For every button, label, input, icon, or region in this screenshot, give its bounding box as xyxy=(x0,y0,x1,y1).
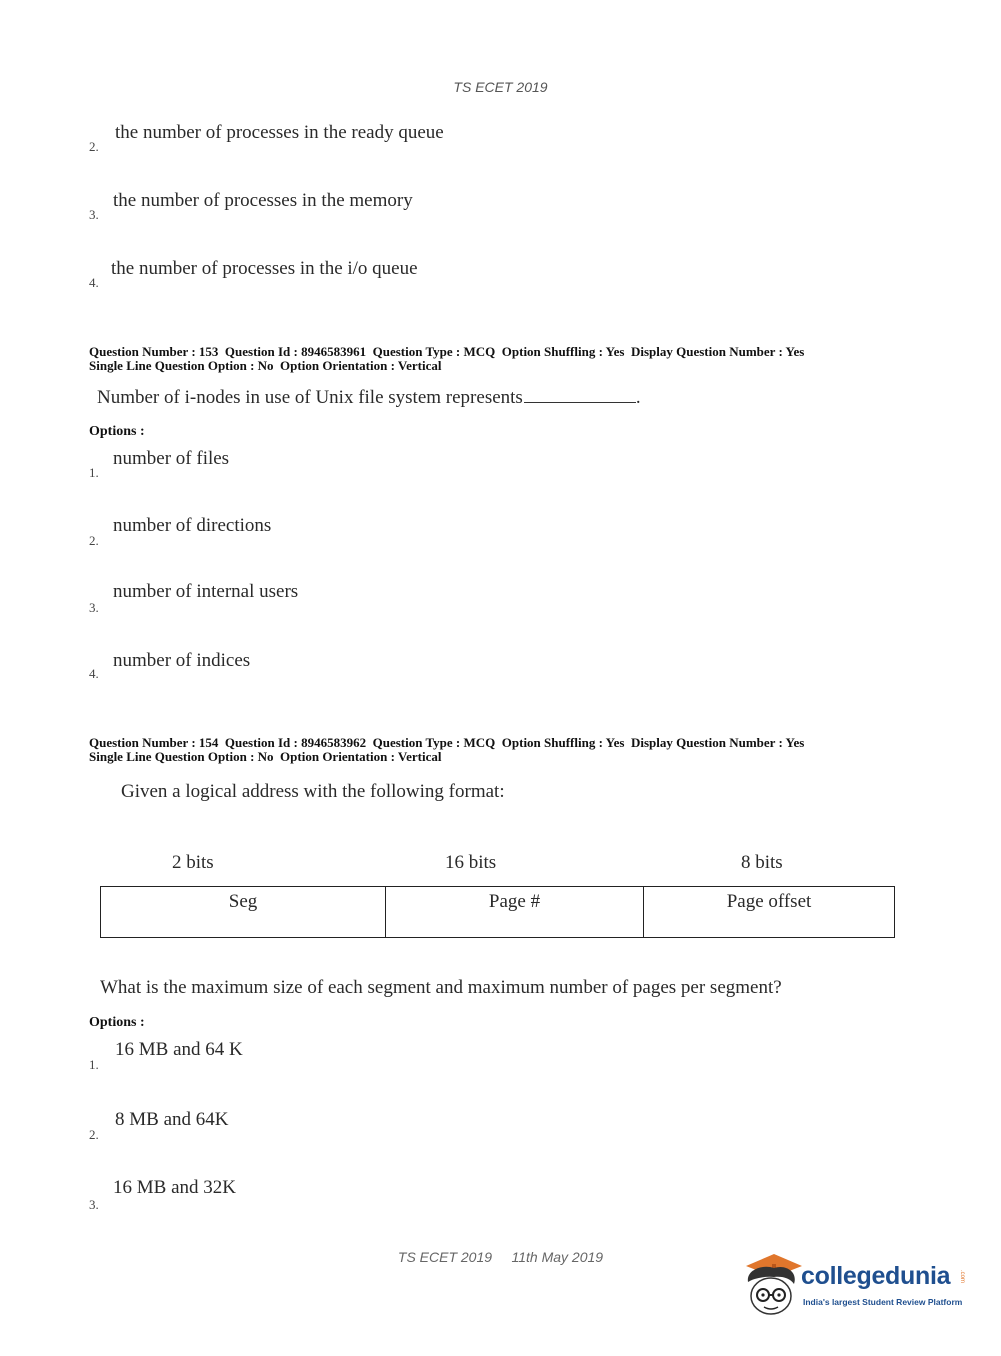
q153-option-1-text: number of files xyxy=(113,448,230,469)
q153-option-4-number: 4. xyxy=(89,666,99,681)
page-header-title: TS ECET 2019 xyxy=(453,79,548,95)
q153-answer-blank xyxy=(524,388,636,403)
q154-meta-line-2: Single Line Question Option : No Option Orientation : Vertical xyxy=(89,749,442,764)
footer-date: 11th May 2019 xyxy=(511,1249,604,1265)
prev-option-3-number: 3. xyxy=(89,207,99,222)
q154-option-3-number: 3. xyxy=(89,1197,99,1212)
q154-question: What is the maximum size of each segment and maximum number of pages per segment? xyxy=(100,977,782,998)
footer-exam: TS ECET 2019 xyxy=(397,1249,493,1265)
q153-option-4-text: number of indices xyxy=(113,650,251,671)
q153-option-1-number: 1. xyxy=(89,465,99,480)
seg-bits-label: 2 bits xyxy=(172,852,214,873)
q153-meta-line-2: Single Line Question Option : No Option Orientation : Vertical xyxy=(89,358,442,373)
logical-address-format-table xyxy=(100,886,895,938)
q154-option-2-number: 2. xyxy=(89,1127,99,1142)
q153-meta-line-1: Question Number : 153 Question Id : 8946583961 Question Type : MCQ Option Shuffling : Yes Display Question Number : Yes xyxy=(89,344,805,359)
q153-stem-text: Number of i-nodes in use of Unix file system represents xyxy=(97,387,523,408)
q153-stem xyxy=(97,387,641,409)
prev-option-4-text: the number of processes in the i/o queue xyxy=(111,258,418,279)
q154-meta-line-1: Question Number : 154 Question Id : 8946583962 Question Type : MCQ Option Shuffling : Yes Display Question Number : Yes xyxy=(89,735,805,750)
seg-field: Seg xyxy=(228,891,258,912)
q153-stem-end: . xyxy=(635,387,641,408)
logo-tagline: India's largest Student Review Platform xyxy=(803,1297,963,1307)
offset-bits-label: 8 bits xyxy=(741,852,783,873)
q154-stem: Given a logical address with the following format: xyxy=(121,781,505,802)
prev-option-3-text: the number of processes in the memory xyxy=(113,190,413,211)
page-number-field: Page # xyxy=(385,887,643,937)
logo-dotcom: .com xyxy=(959,1270,965,1284)
q154-option-2-text: 8 MB and 64K xyxy=(115,1109,229,1130)
page-bits-label: 16 bits xyxy=(445,852,497,873)
q154-option-1-number: 1. xyxy=(89,1057,99,1072)
q154-option-1-text: 16 MB and 64 K xyxy=(115,1039,243,1060)
logo-wordmark: collegedunia xyxy=(801,1262,951,1290)
q153-option-2-number: 2. xyxy=(89,533,99,548)
q153-option-3-number: 3. xyxy=(89,600,99,615)
collegedunia-logo[interactable] xyxy=(742,1250,972,1320)
q153-option-3-text: number of internal users xyxy=(113,581,299,602)
prev-option-4-number: 4. xyxy=(89,275,99,290)
prev-option-2-number: 2. xyxy=(89,139,99,154)
prev-option-2-text: the number of processes in the ready queue xyxy=(115,122,444,143)
q153-option-2-text: number of directions xyxy=(113,515,272,536)
mascot-icon xyxy=(742,1250,802,1320)
page-offset-field: Page offset xyxy=(643,887,894,937)
q154-options-label: Options : xyxy=(89,1015,145,1030)
q153-options-label: Options : xyxy=(89,424,145,439)
q154-option-3-text: 16 MB and 32K xyxy=(113,1177,236,1198)
